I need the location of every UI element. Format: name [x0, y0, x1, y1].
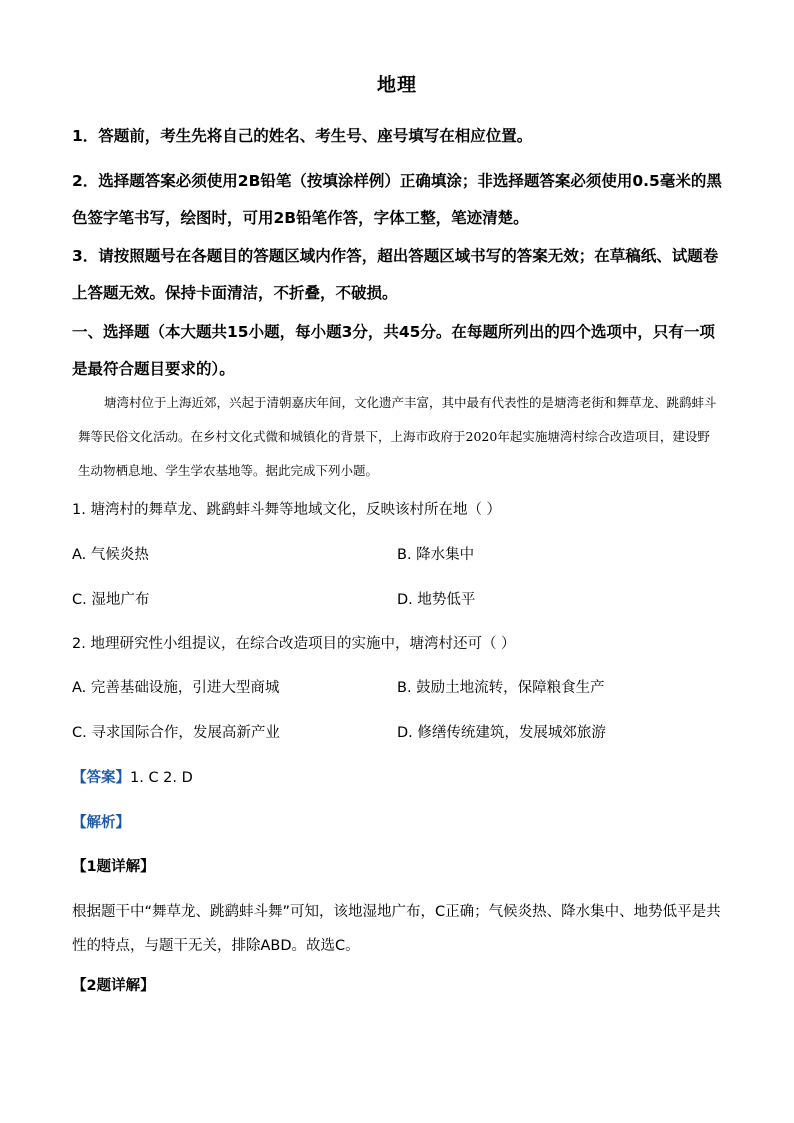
instruction-3: 3．请按照题号在各题目的答题区域内作答，超出答题区域书写的答案无效；在草稿纸、试题卷上答题无效。保持卡面清洁，不折叠，不破损。	[72, 247, 719, 302]
instruction-2: 2．选择题答案必须使用2B铅笔（按填涂样例）正确填涂；非选择题答案必须使用0.5毫米的黑色签字笔书写，绘图时，可用2B铅笔作答，字体工整，笔迹清楚。	[72, 172, 722, 227]
question-1-option-d: D. 地势低平	[397, 592, 476, 608]
answer-label: 【答案】	[72, 770, 130, 786]
page-title: 地理	[376, 74, 417, 96]
question-2-option-a: A. 完善基础设施，引进大型商城	[72, 680, 280, 696]
question-2-option-b: B. 鼓励土地流转，保障粮食生产	[397, 680, 605, 696]
question-1-option-c: C. 湿地广布	[72, 592, 150, 608]
question-2-stem: 2. 地理研究性小组提议，在综合改造项目的实施中，塘湾村还可（ ）	[72, 636, 516, 652]
detail-1-text: 根据题干中“舞草龙、跳鹞蚌斗舞”可知，该地湿地广布，C正确；气候炎热、降水集中、地势低平是共性的特点，与题干无关，排除ABD。故选C。	[72, 904, 721, 954]
analysis-label: 【解析】	[72, 815, 130, 831]
question-2-option-c: C. 寻求国际合作，发展高新产业	[72, 725, 280, 741]
question-2-option-d: D. 修缮传统建筑，发展城郊旅游	[397, 725, 606, 741]
question-1-stem: 1. 塘湾村的舞草龙、跳鹞蚌斗舞等地域文化，反映该村所在地（ ）	[72, 502, 502, 518]
detail-1-label: 【1题详解】	[72, 859, 155, 875]
instruction-1: 1．答题前，考生先将自己的姓名、考生号、座号填写在相应位置。	[72, 127, 533, 145]
answer-text: 1. C 2. D	[130, 770, 193, 786]
detail-2-label: 【2题详解】	[72, 978, 155, 994]
reading-passage: 塘湾村位于上海近郊，兴起于清朝嘉庆年间，文化遗产丰富，其中最有代表性的是塘湾老街和舞草龙、跳鹞蚌斗舞等民俗文化活动。在乡村文化式微和城镇化的背景下，上海市政府于2020年起实施塘湾村综合改造项目，建设野生动物栖息地、学生学农基地等。据此完成下列小题。	[78, 395, 717, 478]
question-1-option-b: B. 降水集中	[397, 547, 475, 563]
question-1-option-a: A. 气候炎热	[72, 547, 149, 563]
section-heading: 一、选择题（本大题共15小题，每小题3分，共45分。在每题所列出的四个选项中，只有一项是最符合题目要求的）。	[72, 323, 715, 378]
answer-line	[72, 766, 724, 790]
